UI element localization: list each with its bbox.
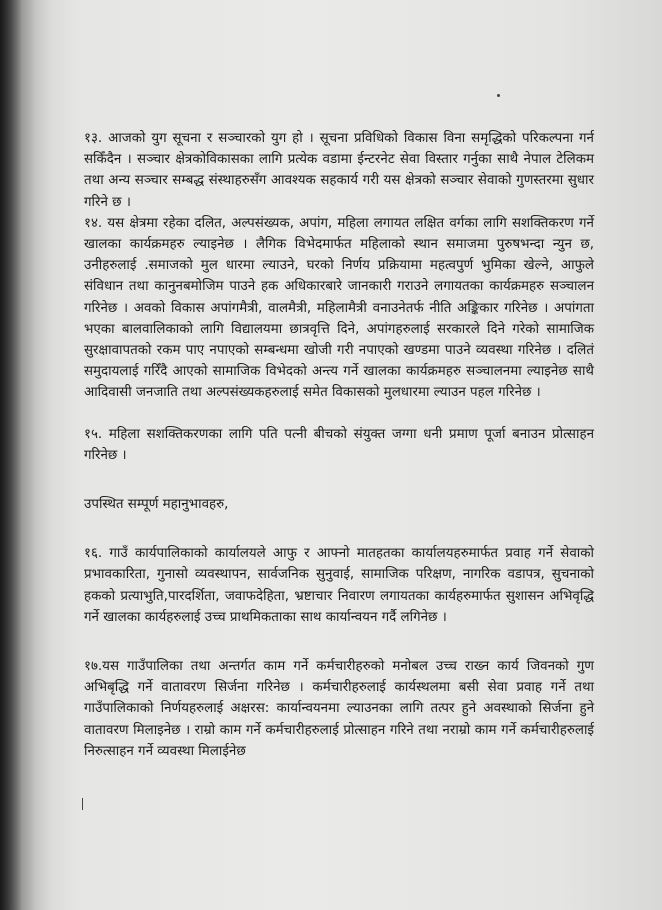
stray-mark bbox=[82, 798, 83, 810]
salutation: उपस्थित सम्पूर्ण महानुभावहरु, bbox=[84, 497, 229, 513]
paragraph-14: १४. यस क्षेत्रमा रहेका दलित, अल्पसंख्यक, अपांग, महिला लगायत लक्षित वर्गका लागि सशक्तिकरण गर्ने खालका कार्यक्रमहरु ल्याइनेछ । लैगिक विभेदमार्फत महिलाको स्थान समाजमा पुरुषभन्दा न्युन छ, उनीहरुलाई .समाजको मुल धारमा ल्याउने, घरको निर्णय प्रक्रियामा महत्वपुर्ण भुमिका खेल्ने, आफुले संविधान तथा कानुनबमोजिम पाउने हक अधिकारबारे जानकारी गराउने लगायतका कार्यक्रमहरु सञ्चालन गरिनेछ । अवको विकास अपांगमैत्री, वालमैत्री, महिलामैत्री वनाउनेतर्फ नीति अङ्किकार गरिनेछ । अपांगता भएका बालवालिकाको लागि विद्यालयमा छात्रवृत्ति दिने, अपांगहरुलाई सरकारले दिने गरेको सामाजिक सुरक्षावापतको रकम पाए नपाएको सम्बन्धमा खोजी गरी नपाएको खण्डमा पाउने व्यवस्था गरिनेछ । दलितं समुदायलाई गरिँदै आएको सामाजिक विभेदको अन्त्य गर्ने खालका कार्यक्रमहरु सञ्चालनमा ल्याइनेछ साथै आदिवासी जनजाति तथा अल्पसंख्यकहरुलाई समेत विकासको मुलधारमा ल्याउन पहल गरिनेछ । bbox=[84, 215, 594, 401]
paragraph-15: १५. महिला सशक्तिकरणका लागि पति पत्नी बीचको संयुक्त जग्गा धनी प्रमाण पूर्जा बनाउन प्रोत्साहन गरिनेछ । bbox=[84, 426, 594, 463]
paragraph-13: १३. आजको युग सूचना र सञ्चारको युग हो । सूचना प्रविधिको विकास विना समृद्धिको परिकल्पना गर्न सकिँदैन । सञ्चार क्षेत्रकोविकासका लागि प्रत्येक वडामा ईन्टरनेट सेवा विस्तार गर्नुका साथै नेपाल टेलिकम तथा अन्य सञ्चार सम्बद्ध संस्थाहरुसँग आवश्यक सहकार्य गरी यस क्षेत्रको सञ्चार सेवाको गुणस्तरमा सुधार गरिने छ । bbox=[84, 131, 594, 210]
document-body bbox=[84, 128, 594, 762]
dust-speck bbox=[497, 94, 500, 97]
paragraph-16: १६. गाउँ कार्यपालिकाको कार्यालयले आफु र आफ्नो मातहतका कार्यालयहरुमार्फत प्रवाह गर्ने सेवाको प्रभावकारिता, गुनासो व्यवस्थापन, सार्वजनिक सुनुवाई, सामाजिक परिक्षण, नागरिक वडापत्र, सुचनाको हकको प्रत्याभुति,पारदर्शिता, जवाफदेहिता, भ्रष्टाचार निवारण लगायतका कार्यहरुमार्फत सुशासन अभिवृद्धि गर्ने खालका कार्यहरुलाई उच्च प्राथमिकताका साथ कार्यान्वयन गर्दै लगिनेछ । bbox=[84, 546, 594, 625]
paragraph-17: १७.यस गाउँपालिका तथा अन्तर्गत काम गर्ने कर्मचारीहरुको मनोबल उच्च राख्न कार्य जिवनको गुण अभिबृद्धि गर्ने वातावरण सिर्जना गरिनेछ । कर्मचारीहरुलाई कार्यस्थलमा बसी सेवा प्रवाह गर्ने तथा गाउँपालिकाको निर्णयहरुलाई अक्षरस: कार्यान्वयनमा ल्याउनका लागि तत्पर हुने अवस्थाको सिर्जना हुने वातावरण मिलाइनेछ । राम्रो काम गर्ने कर्मचारीहरुलाई प्रोत्साहन गरिने तथा नराम्रो काम गर्ने कर्मचारीहरुलाई निरुत्साहन गर्ने व्यवस्था मिलाईनेछ bbox=[84, 659, 594, 759]
book-spine-shadow bbox=[0, 0, 22, 910]
